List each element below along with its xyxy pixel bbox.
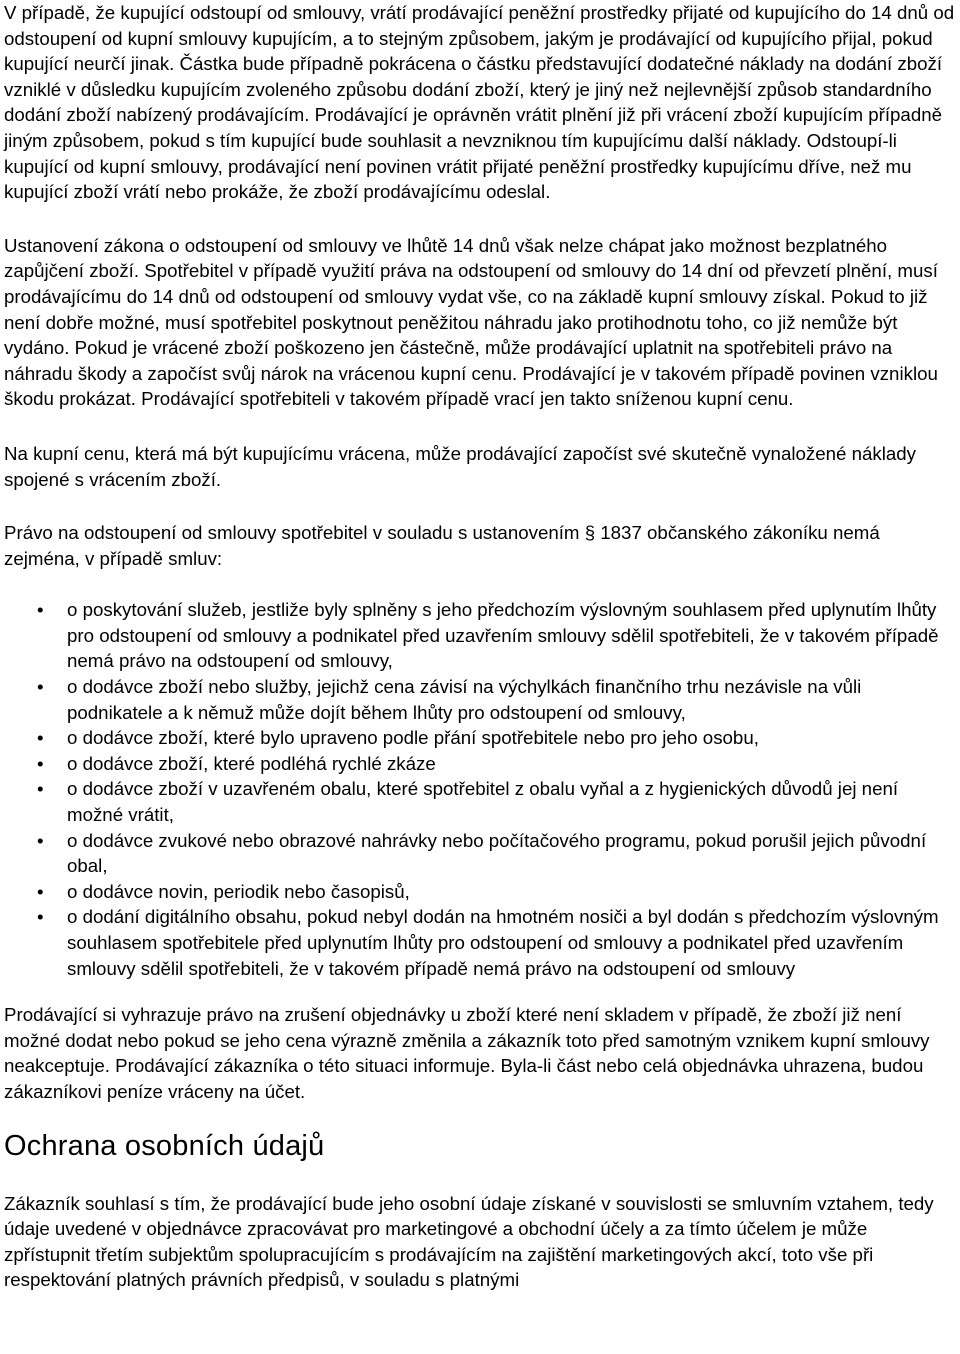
bullet-icon: •	[37, 599, 44, 621]
list-item-text: o dodávce zvukové nebo obrazové nahrávky nebo počítačového programu, pokud porušil jejich původní obal,	[67, 829, 927, 877]
bullet-icon: •	[37, 676, 44, 698]
list-item-text: o dodání digitálního obsahu, pokud nebyl dodán na hmotném nosiči a byl dodán s předchozím výslovným souhlasem spotřebitele před uplynutím lhůty pro odstoupení od smlouvy a podnikatel před uzavřením smlouvy sdělil spotřebiteli, že v takovém případě nemá právo na odstoupení od smlouvy	[67, 906, 939, 979]
list-item	[37, 879, 956, 905]
list-item	[37, 904, 956, 981]
paragraph-order-cancellation: Prodávající si vyhrazuje právo na zrušení objednávky u zboží které není skladem v případě, že zboží již není možné dodat nebo pokud se jeho cena výrazně změnila a zákazník toto před samotným vznikem kupní smlouvy neakceptuje. Prodávající zákazníka o této situaci informuje. Byla-li část nebo celá objednávka uhrazena, budou zákazníkovi peníze vráceny na účet.	[4, 1004, 930, 1102]
section-heading-privacy: Ochrana osobních údajů	[4, 1129, 325, 1162]
paragraph-return-costs: Na kupní cenu, která má být kupujícímu vrácena, může prodávající započíst své skutečně vynaložené náklady spojené s vrácením zboží.	[4, 442, 917, 490]
list-item-text: o dodávce zboží, které podléhá rychlé zkáze	[67, 752, 436, 774]
bullet-icon: •	[37, 880, 44, 902]
list-item-text: o dodávce novin, periodik nebo časopisů,	[67, 880, 410, 902]
paragraph-refund-terms: V případě, že kupující odstoupí od smlouvy, vrátí prodávající peněžní prostředky přijaté od kupujícího do 14 dnů od odstoupení od kupní smlouvy kupujícím, a to stejným způsobem, jakým je prodávající od kupujícího přijal, pokud kupující neurčí jinak. Částka bude případně pokrácena o částku představující dodatečné náklady na dodání zboží vzniklé v důsledku kupujícím zvoleného způsobu dodání zboží, který je jiný než nejlevnější způsob standardního dodání zboží nabízený prodávajícím. Prodávající je oprávněn vrátit plnění již při vrácení zboží kupujícím případně jiným způsobem, pokud s tím kupující bude souhlasit a nevzniknou tím kupujícímu další náklady. Odstoupí-li kupující od kupní smlouvy, prodávající není povinen vrátit přijaté peněžní prostředky kupujícímu dříve, než mu kupující zboží vrátí nebo prokáže, že zboží prodávajícímu odeslal.	[4, 2, 955, 203]
paragraph-no-free-loan: Ustanovení zákona o odstoupení od smlouvy ve lhůtě 14 dnů však nelze chápat jako možnost bezplatného zapůjčení zboží. Spotřebitel v případě využití práva na odstoupení od smlouvy do 14 dní od převzetí plnění, musí prodávajícímu do 14 dnů od odstoupení od smlouvy vydat vše, co na základě kupní smlouvy získal. Pokud to již není dobře možné, musí spotřebitel poskytnout peněžitou náhradu jako protihodnotu toho, co již nemůže být vydáno. Pokud je vrácené zboží poškozeno jen částečně, může prodávající uplatnit na spotřebiteli právo na náhradu škody a započíst svůj nárok na vrácenou kupní cenu. Prodávající je v takovém případě povinen vzniklou škodu prokázat. Prodávající spotřebiteli v takovém případě vrací jen takto sníženou kupní cenu.	[4, 234, 938, 410]
document-page	[4, 0, 956, 1293]
list-item	[37, 725, 956, 751]
list-item-text: o dodávce zboží v uzavřeném obalu, které spotřebitel z obalu vyňal a z hygienických důvodů jej není možné vrátit,	[67, 778, 899, 826]
bullet-icon: •	[37, 752, 44, 774]
bullet-icon: •	[37, 906, 44, 928]
bullet-icon: •	[37, 829, 44, 851]
list-item	[37, 751, 956, 777]
list-item-text: o poskytování služeb, jestliže byly splněny s jeho předchozím výslovným souhlasem před uplynutím lhůty pro odstoupení od smlouvy a podnikatel před uzavřením smlouvy sdělil spotřebiteli, že v takovém případě nemá právo na odstoupení od smlouvy,	[67, 599, 939, 672]
list-item	[37, 674, 956, 725]
list-item-text: o dodávce zboží nebo služby, jejichž cena závisí na výchylkách finančního trhu nezávisle na vůli podnikatele a k němuž může dojít během lhůty pro odstoupení od smlouvy,	[67, 676, 862, 723]
withdrawal-exceptions-list	[4, 597, 956, 981]
bullet-icon: •	[37, 778, 44, 800]
list-item	[37, 776, 956, 827]
list-item	[37, 597, 956, 674]
paragraph-withdrawal-exceptions-intro: Právo na odstoupení od smlouvy spotřebitel v souladu s ustanovením § 1837 občanského zákoníku nemá zejména, v případě smluv:	[4, 522, 880, 569]
bullet-icon: •	[37, 727, 44, 749]
list-item-text: o dodávce zboží, které bylo upraveno podle přání spotřebitele nebo pro jeho osobu,	[67, 727, 759, 749]
list-item	[37, 828, 956, 879]
paragraph-personal-data-consent: Zákazník souhlasí s tím, že prodávající bude jeho osobní údaje získané v souvislosti se smluvním vztahem, tedy údaje uvedené v objednávce zpracovávat pro marketingové a obchodní účely a za tímto účelem je může zpřístupnit třetím subjektům spolupracujícím s prodávajícím na zajištění marketingových akcí, toto vše při respektování platných právních předpisů, v souladu s platnými	[4, 1192, 934, 1291]
